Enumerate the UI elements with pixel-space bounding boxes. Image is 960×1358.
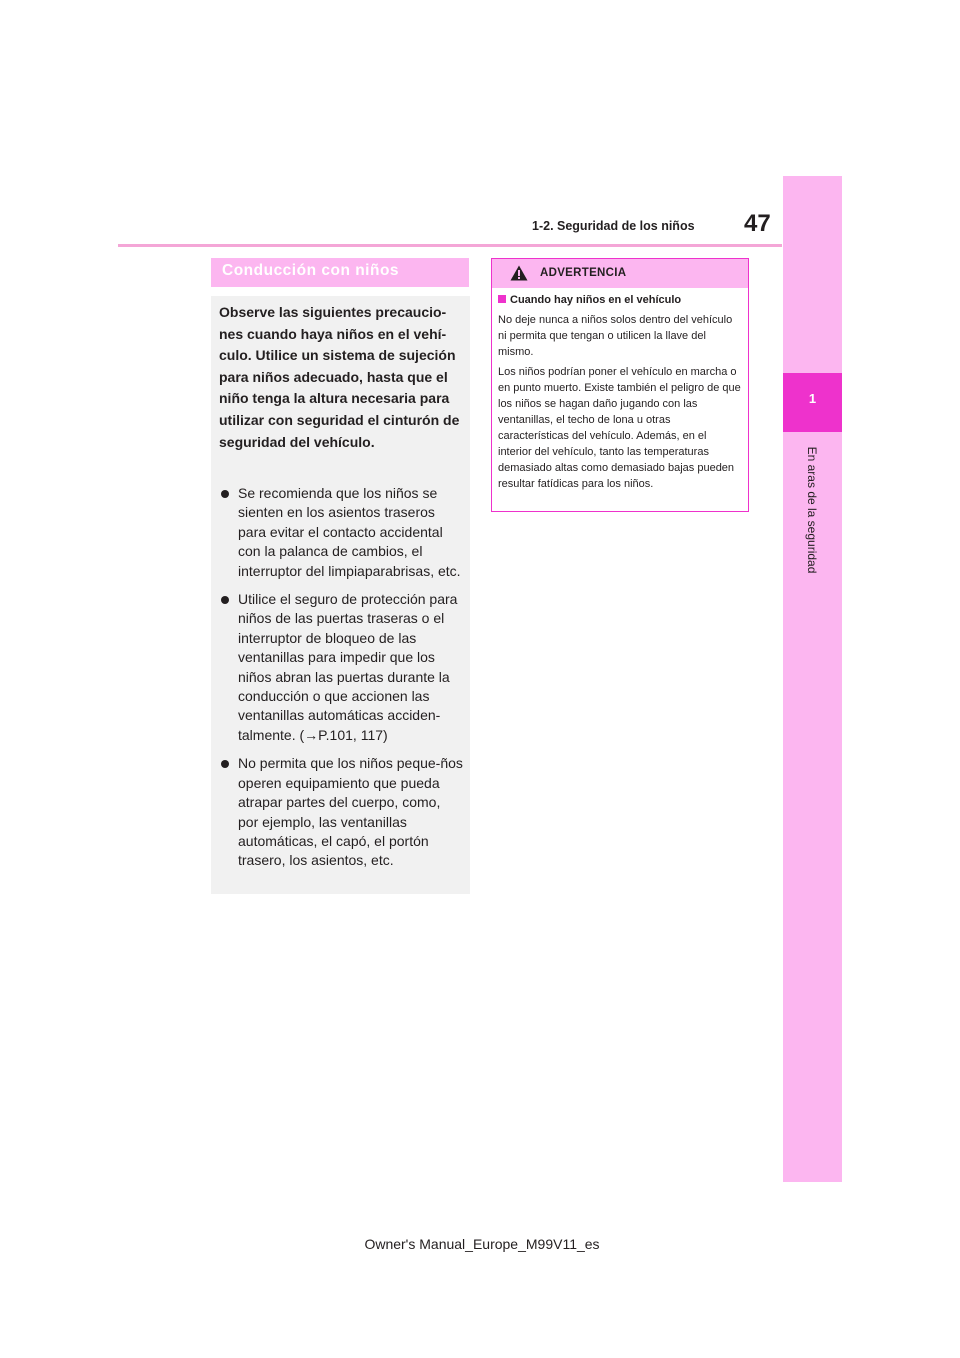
bullet-icon bbox=[221, 760, 229, 768]
list-item bbox=[219, 754, 464, 870]
section-heading: 1-2. Seguridad de los niños bbox=[532, 219, 695, 233]
warning-body bbox=[498, 292, 742, 496]
square-bullet-icon bbox=[498, 295, 506, 303]
list-item bbox=[219, 484, 464, 581]
footer-text: Owner's Manual_Europe_M99V11_es bbox=[364, 1236, 600, 1252]
section-title: Conducción con niños bbox=[222, 262, 400, 279]
bullet-icon bbox=[221, 490, 229, 498]
side-chapter-label: En aras de la seguridad bbox=[805, 446, 819, 574]
list-item-text: Se recomienda que los niños se sienten en los asientos traseros para evitar el contacto accidental con la palanca de cambios, el interruptor del limpiaparabrisas, etc. bbox=[238, 485, 461, 579]
bullet-icon bbox=[221, 596, 229, 604]
warning-triangle-icon bbox=[510, 265, 528, 281]
warning-title: ADVERTENCIA bbox=[540, 267, 627, 279]
warning-paragraph: Los niños podrían poner el vehículo en marcha o en punto muerto. Existe también el peligro de que los niños se hagan daño jugando con las ventanillas, el techo de lona u otras características del vehículo. Además, en el interior del vehículo, tanto las temperaturas demasiado altas como demasiado bajas pueden resultar fatídicas para los niños. bbox=[498, 366, 741, 490]
intro-text: Observe las siguientes precaucio-nes cuando haya niños en el vehí-culo. Utilice un sistema de sujeción para niños adecuado, hasta que el niño tenga la altura necesaria para utilizar con seguridad el cinturón de seguridad del vehículo. bbox=[219, 304, 460, 450]
side-chapter-number: 1 bbox=[808, 391, 817, 406]
warning-heading bbox=[498, 292, 742, 308]
list-item-text: Utilice el seguro de protección para niños de las puertas traseras o el interruptor de bloqueo de las ventanillas para impedir que los niños abran las puertas durante la conducción o que accionen las ventanillas automáticas acciden-talmente. (→P.101, 117) bbox=[238, 591, 458, 743]
warning-heading-text: Cuando hay niños en el vehículo bbox=[510, 294, 682, 306]
bullet-list bbox=[219, 484, 464, 880]
warning-header bbox=[492, 259, 748, 288]
list-item-text: No permita que los niños peque-ños operen equipamiento que pueda atrapar partes del cuerpo, como, por ejemplo, las ventanillas automáticas, el capó, el portón trasero, los asientos, etc. bbox=[238, 755, 463, 869]
warning-paragraph: No deje nunca a niños solos dentro del vehículo ni permita que tengan o utilicen la llave del mismo. bbox=[498, 314, 733, 358]
side-tab bbox=[783, 176, 842, 1182]
list-item bbox=[219, 590, 464, 745]
header-rule bbox=[118, 244, 782, 247]
warning-box bbox=[491, 258, 749, 512]
page-number: 47 bbox=[744, 210, 771, 237]
